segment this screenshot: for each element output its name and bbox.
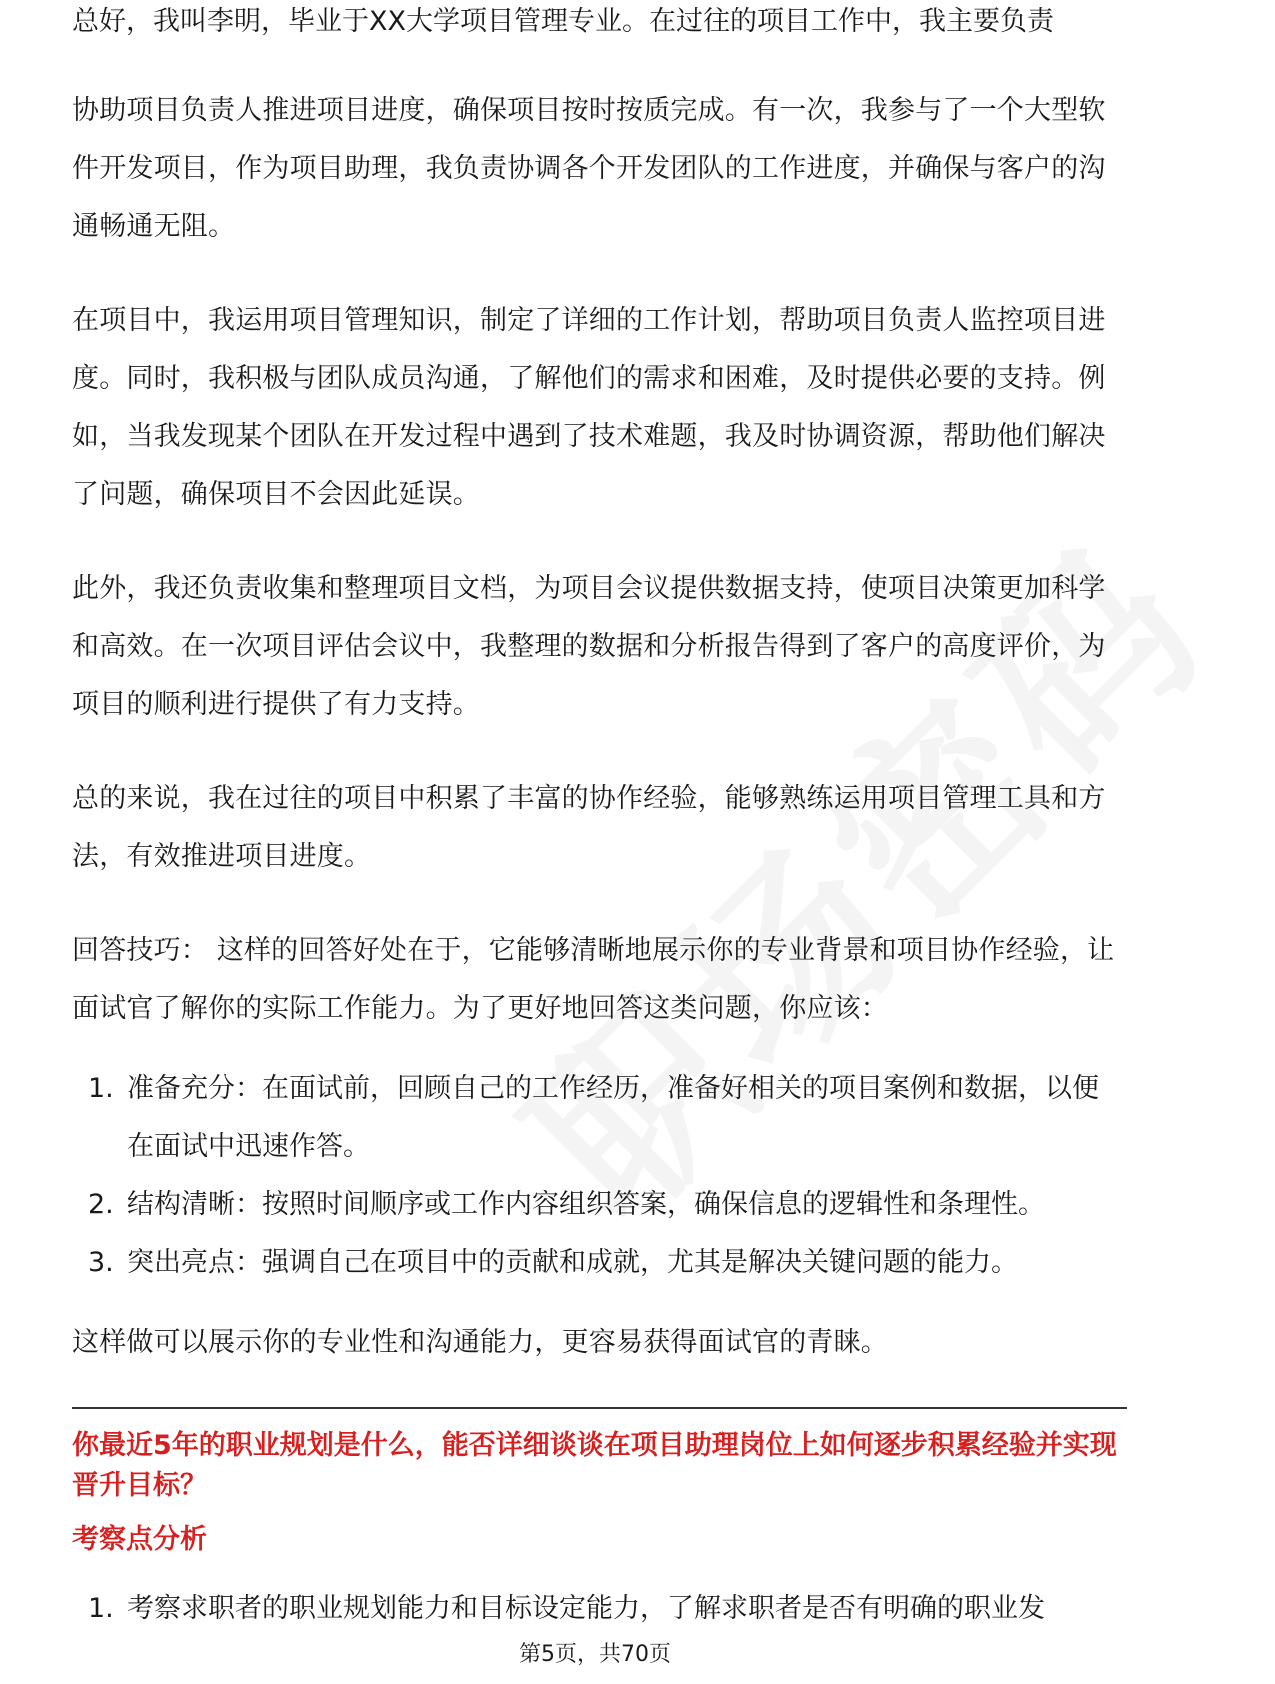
list-number: 1. [88, 1073, 114, 1104]
tips-list [72, 1060, 1122, 1292]
list-number: 2. [88, 1189, 114, 1220]
paragraph: 此外，我还负责收集和整理项目文档，为项目会议提供数据支持，使项目决策更加科学和高效。在一次项目评估会议中，我整理的数据和分析报告得到了客户的高度评价，为项目的顺利进行提供了有力支持。 [72, 573, 1106, 720]
list-text: 突出亮点：强调自己在项目中的贡献和成就，尤其是解决关键问题的能力。 [127, 1247, 1018, 1278]
list-text: 结构清晰：按照时间顺序或工作内容组织答案，确保信息的逻辑性和条理性。 [127, 1189, 1045, 1220]
list-item [72, 1176, 1122, 1234]
answer-tips-intro: 回答技巧： 这样的回答好处在于，它能够清晰地展示你的专业背景和项目协作经验，让面试官了解你的实际工作能力。为了更好地回答这类问题，你应该： [72, 935, 1115, 1024]
question-heading: 你最近5年的职业规划是什么，能否详细谈谈在项目助理岗位上如何逐步积累经验并实现晋升目标？ [72, 1430, 1117, 1501]
closing-paragraph: 这样做可以展示你的专业性和沟通能力，更容易获得面试官的青睐。 [72, 1327, 888, 1358]
paragraph: 在项目中，我运用项目管理知识，制定了详细的工作计划，帮助项目负责人监控项目进度。同时，我积极与团队成员沟通，了解他们的需求和困难，及时提供必要的支持。例如，当我发现某个团队在开发过程中遇到了技术难题，我及时协调资源，帮助他们解决了问题，确保项目不会因此延误。 [72, 305, 1106, 510]
list-item [72, 1580, 1122, 1638]
paragraph: 总的来说，我在过往的项目中积累了丰富的协作经验，能够熟练运用项目管理工具和方法，有效推进项目进度。 [72, 783, 1106, 872]
paragraph: 协助项目负责人推进项目进度，确保项目按时按质完成。有一次，我参与了一个大型软件开发项目，作为项目助理，我负责协调各个开发团队的工作进度，并确保与客户的沟通畅通无阻。 [72, 95, 1106, 242]
analysis-list [72, 1580, 1122, 1638]
section-title: 考察点分析 [72, 1524, 207, 1555]
list-text: 考察求职者的职业规划能力和目标设定能力，了解求职者是否有明确的职业发 [127, 1593, 1045, 1624]
list-text: 准备充分：在面试前，回顾自己的工作经历，准备好相关的项目案例和数据，以便在面试中迅速作答。 [127, 1073, 1099, 1162]
list-item [72, 1060, 1122, 1176]
list-item [72, 1234, 1122, 1292]
list-number: 3. [88, 1247, 114, 1278]
answer-body [72, 82, 1122, 1372]
list-number: 1. [88, 1593, 114, 1624]
section-divider [72, 1407, 1127, 1409]
page-footer: 第5页，共70页 [519, 1642, 671, 1667]
cut-off-top-line: 总好，我叫李明，毕业于XX大学项目管理专业。在过往的项目工作中，我主要负责 [72, 6, 1054, 37]
